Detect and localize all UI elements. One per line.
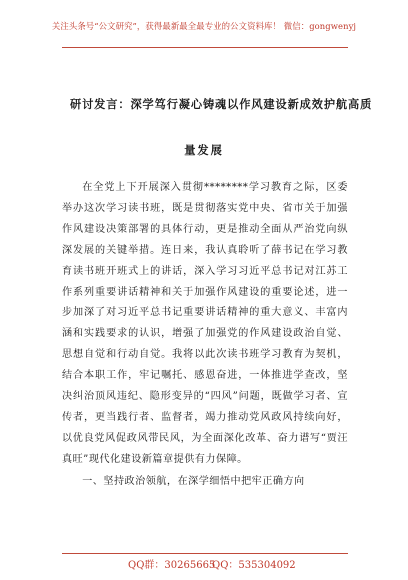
header-banner: 关注头条号“公文研究”，获得最新最全最专业的公文资料库！ 微信：gongwenyj: [51, 21, 357, 31]
document-title-line2: 量发展: [184, 143, 224, 157]
section-heading-1: 一、坚持政治领航，在深学细悟中把牢正确方向: [82, 475, 305, 487]
document-body: [62, 178, 348, 493]
footer-divider: [62, 553, 348, 554]
header-divider: [62, 47, 348, 48]
body-paragraph-1: 在全党上下开展深入贯彻********学习教育之际，区委举办这次学习读书班，既是贯彻落实党中央、省市关于加强作风建设决策部署的具体行动，更是推动全面从严治党向纵深发展的关键举措。连日来，我认真聆听了薛书记在学习教育读书班开班式上的讲话，深入学习习近平总书记对江苏工作系列重要讲话精神和关于加强作风建设的重要论述，进一步加深了对习近平总书记重要讲话精神的重大意义、丰富内涵和实践要求的认识，增强了加强党的作风建设政治自觉、思想自觉和行动自觉。我将以此次读书班学习教育为契机，结合本职工作，牢记嘱托、感恩奋进，一体推进学查改，坚决纠治顶风违纪、隐形变异的“四风”问题，既做学习者、宣传者，更当践行者、监督者，竭力推动党风政风持续向好，以优良党风促政风带民风，为全面深化改革、奋力谱写“贾汪真旺”现代化建设新篇章提供有力保障。: [62, 182, 348, 465]
footer-qq-number: QQ：535304092: [212, 560, 296, 571]
document-title-line1: 研讨发言：深学笃行凝心铸魂以作风建设新成效护航高质: [70, 97, 373, 111]
footer-qq-group: QQ群：30265665: [128, 560, 216, 571]
